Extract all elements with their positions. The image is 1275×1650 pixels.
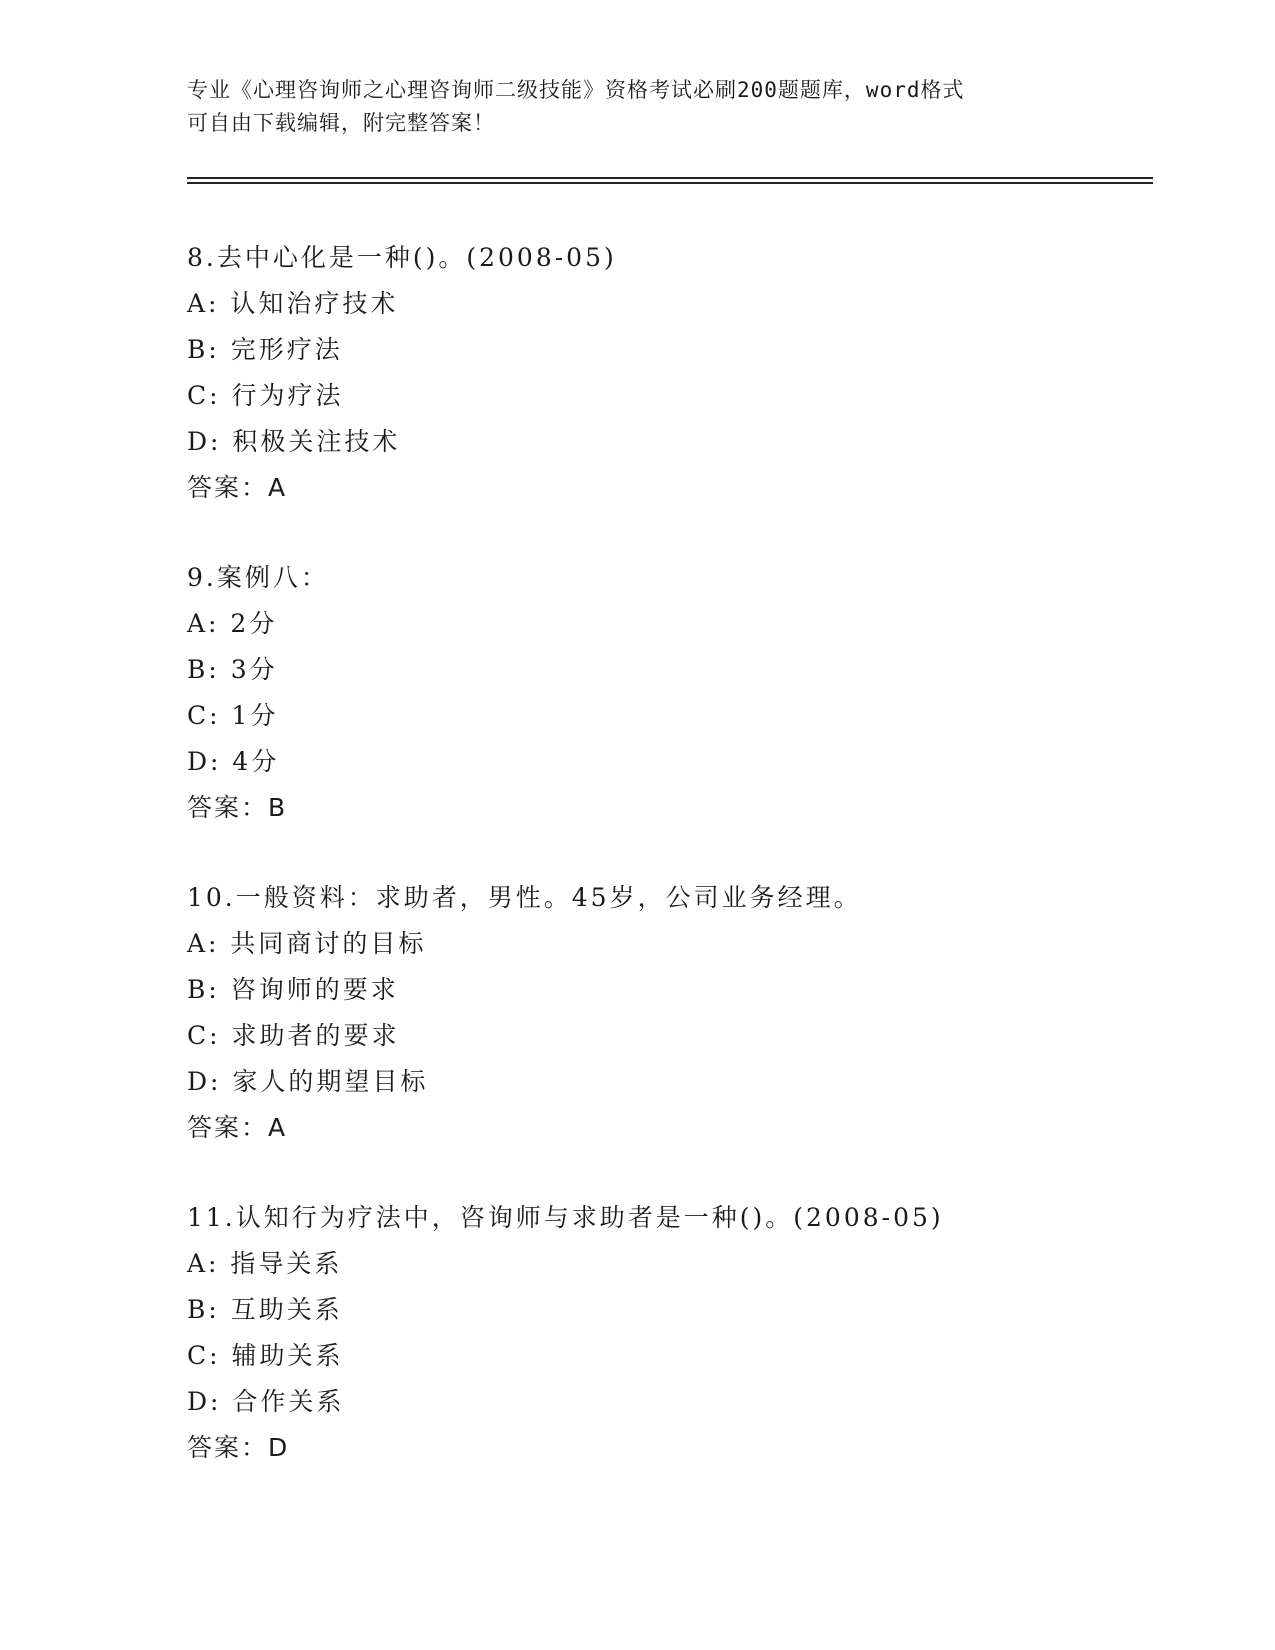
question-item <box>187 1195 1187 1471</box>
answer-line: 答案：B <box>187 793 288 822</box>
option-c: C: 行为疗法 <box>187 381 344 410</box>
option-a: A: 2分 <box>187 609 278 638</box>
option-b: B: 完形疗法 <box>187 335 343 364</box>
question-text: 8.去中心化是一种()。(2008-05) <box>187 243 617 272</box>
option-a: A: 认知治疗技术 <box>187 289 399 318</box>
option-d: D: 合作关系 <box>187 1387 345 1416</box>
question-item <box>187 555 1187 831</box>
option-b: B: 咨询师的要求 <box>187 975 399 1004</box>
header-divider-top <box>187 177 1153 179</box>
question-item <box>187 235 1187 511</box>
option-d: D: 家人的期望目标 <box>187 1067 429 1096</box>
answer-line: 答案：A <box>187 473 288 502</box>
header-line-1: 专业《心理咨询师之心理咨询师二级技能》资格考试必刷200题题库，word格式 <box>187 78 965 102</box>
question-list <box>187 235 1187 1515</box>
option-b: B: 互助关系 <box>187 1295 343 1324</box>
header-divider-bottom <box>187 182 1153 184</box>
option-d: D: 积极关注技术 <box>187 427 401 456</box>
option-c: C: 辅助关系 <box>187 1341 344 1370</box>
question-text: 11.认知行为疗法中，咨询师与求助者是一种()。(2008-05) <box>187 1203 944 1232</box>
option-c: C: 求助者的要求 <box>187 1021 400 1050</box>
document-header <box>187 74 1087 140</box>
option-a: A: 指导关系 <box>187 1249 343 1278</box>
option-a: A: 共同商讨的目标 <box>187 929 427 958</box>
question-item <box>187 875 1187 1151</box>
question-text: 10.一般资料：求助者，男性。45岁，公司业务经理。 <box>187 883 862 912</box>
header-line-2: 可自由下载编辑，附完整答案！ <box>187 111 495 135</box>
option-b: B: 3分 <box>187 655 278 684</box>
option-d: D: 4分 <box>187 747 280 776</box>
answer-line: 答案：D <box>187 1433 290 1462</box>
answer-line: 答案：A <box>187 1113 288 1142</box>
option-c: C: 1分 <box>187 701 279 730</box>
question-text: 9.案例八： <box>187 563 329 592</box>
